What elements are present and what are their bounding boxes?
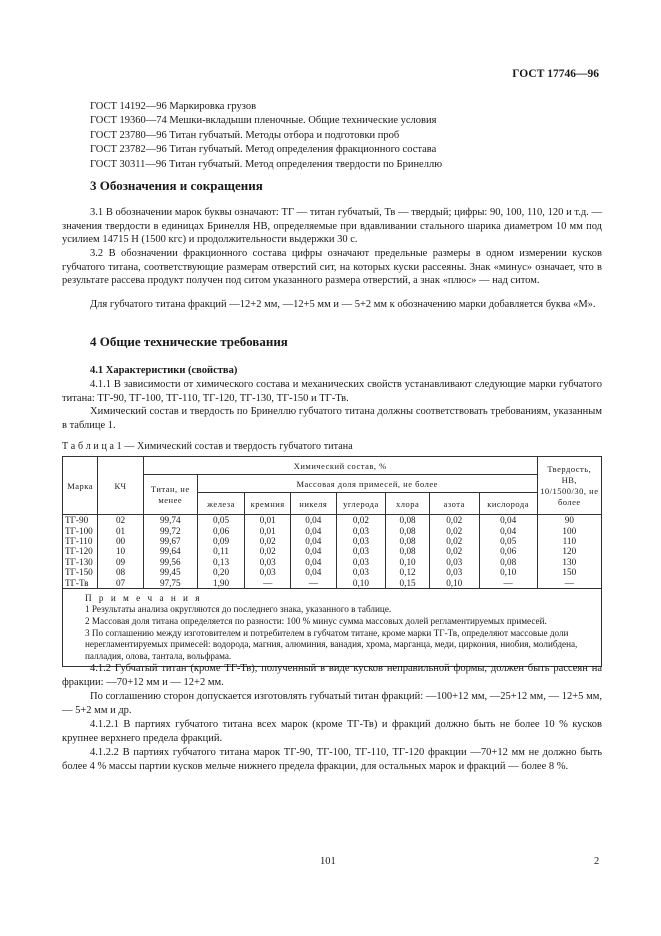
table-cell: 99,72 <box>143 525 197 535</box>
table-cell: 0,08 <box>386 515 430 526</box>
table-cell: 00 <box>98 536 144 546</box>
paragraph-4-1-1: 4.1.1 В зависимости от химического состава и механических свойств устанавливают следующие марки губчатого титана: ТГ-90, ТГ-100, ТГ-110, ТГ-120, ТГ-130, ТГ-150 и ТГ-Тв. <box>62 379 602 404</box>
table-cell: 1,90 <box>197 577 245 588</box>
table-cell: 0,04 <box>290 557 336 567</box>
table-notes <box>63 588 602 667</box>
table-row <box>63 577 602 588</box>
table-cell: 0,08 <box>386 525 430 535</box>
table-cell: 0,01 <box>245 525 291 535</box>
paragraph-4-1-1-b: Химический состав и твердость по Бринеллю губчатого титана должны соответствовать требованиям, указанным в таблице 1. <box>62 406 602 431</box>
table-cell: 99,67 <box>143 536 197 546</box>
table-cell: 0,02 <box>245 536 291 546</box>
reference-item: ГОСТ 23780—96 Титан губчатый. Методы отбора и подготовки проб <box>90 129 400 141</box>
table-cell: 0,10 <box>479 567 537 577</box>
section-4-title: 4 Общие технические требования <box>90 334 288 349</box>
table-cell: 0,04 <box>479 515 537 526</box>
paragraph-3-2: 3.2 В обозначении фракционного состава цифры означают предельные размеры в одном измерении кусков губчатого титана, соответствующие размерам отверстий сит, на которых куски рассеяны. Знак «минус» означает, что в результате рассева продукт получен под ситом указанного размера отверстий, а знак «плюс» — над ситом. <box>62 248 602 287</box>
table-cell: 0,03 <box>336 525 386 535</box>
header-kch: КЧ <box>98 457 144 515</box>
table-cell: 0,04 <box>290 515 336 526</box>
table-cell: 0,05 <box>197 515 245 526</box>
table-cell: ТГ-130 <box>63 557 98 567</box>
sheet-number: 2 <box>594 856 600 867</box>
header-carbon: углерода <box>336 493 386 515</box>
table-cell: 110 <box>537 536 601 546</box>
paragraph-4-1-2-b: По соглашению сторон допускается изготовлять губчатый титан фракций: —100+12 мм, —25+12 мм, — 12+5 мм, — 5+2 мм и др. <box>62 691 602 716</box>
table-caption-text: Химический состав и твердость губчатого титана <box>137 441 353 452</box>
table-cell: 99,45 <box>143 567 197 577</box>
table-row <box>63 536 602 546</box>
table-cell: 0,02 <box>245 546 291 556</box>
table-cell: 120 <box>537 546 601 556</box>
page-number: 101 <box>320 856 336 867</box>
table-cell: ТГ-Тв <box>63 577 98 588</box>
table-cell: 99,74 <box>143 515 197 526</box>
paragraph-4-1-2-2: 4.1.2.2 В партиях губчатого титана марок ТГ-90, ТГ-100, ТГ-110, ТГ-120 фракции —70+12 мм не должно быть более 4 % массы партии кусков мельче нижнего предела фракции, для остальных марок и фракций — более 8 %. <box>62 747 602 772</box>
note-item: 2 Массовая доля титана определяется по разности: 100 % минус сумма массовых долей регламентируемых примесей. <box>85 615 547 626</box>
table-row <box>63 546 602 556</box>
table-row <box>63 557 602 567</box>
note-item: 3 По соглашению между изготовителем и потребителем в губчатом титане, кроме марки ТГ-Тв, определяют массовые доли нерегламентируемых примесей: водорода, магния, алюминия, ванадия, хрома, марганца, меди, циркония, ниобия, молибдена, палладия, олова, тантала, вольфрама. <box>85 627 578 661</box>
table-cell: 0,04 <box>290 536 336 546</box>
header-mark: Марка <box>63 457 98 515</box>
table-cell: — <box>245 577 291 588</box>
table-row <box>63 515 602 526</box>
reference-item: ГОСТ 30311—96 Титан губчатый. Метод определения твердости по Бринеллю <box>90 158 443 170</box>
table-cell: 0,06 <box>479 546 537 556</box>
note-item: 1 Результаты анализа округляются до последнего знака, указанного в таблице. <box>85 604 392 615</box>
table-cell: 150 <box>537 567 601 577</box>
table-cell: 90 <box>537 515 601 526</box>
table-cell: 0,15 <box>386 577 430 588</box>
reference-item: ГОСТ 23782—96 Титан губчатый. Метод определения фракционного состава <box>90 144 437 156</box>
table-cell: — <box>290 577 336 588</box>
paragraph-3-3: Для губчатого титана фракций —12+2 мм, —12+5 мм и — 5+2 мм к обозначению марки добавляется буква «М». <box>90 299 596 310</box>
table-cell: 0,06 <box>197 525 245 535</box>
table-cell: 97,75 <box>143 577 197 588</box>
table-cell: 0,02 <box>429 515 479 526</box>
table-cell: 0,02 <box>336 515 386 526</box>
header-oxygen: кислорода <box>479 493 537 515</box>
table-cell: 0,04 <box>479 525 537 535</box>
table-cell: 0,02 <box>429 536 479 546</box>
header-hardness: Твердость, НВ, 10/1500/30, не более <box>537 457 601 515</box>
header-chlorine: хлора <box>386 493 430 515</box>
table-cell: 100 <box>537 525 601 535</box>
table-cell: 09 <box>98 557 144 567</box>
table-cell: 0,04 <box>290 567 336 577</box>
document-header: ГОСТ 17746—96 <box>512 68 599 80</box>
table-cell: 0,03 <box>336 546 386 556</box>
table-cell: 0,02 <box>429 525 479 535</box>
table-row <box>63 567 602 577</box>
table-caption <box>62 441 353 452</box>
chemical-composition-table <box>62 456 602 667</box>
header-chemical-composition: Химический состав, % <box>143 457 537 475</box>
header-nickel: никеля <box>290 493 336 515</box>
table-cell: 0,03 <box>429 557 479 567</box>
header-iron: железа <box>197 493 245 515</box>
table-cell: 0,03 <box>429 567 479 577</box>
table-cell: 0,08 <box>386 546 430 556</box>
table-caption-prefix: Т а б л и ц а 1 — <box>62 441 135 452</box>
paragraph-4-1-2-1: 4.1.2.1 В партиях губчатого титана всех марок (кроме ТГ-Тв) и фракций должно быть не более 10 % кусков крупнее верхнего предела фракций. <box>62 719 602 744</box>
table-cell: 0,02 <box>429 546 479 556</box>
table-cell: 08 <box>98 567 144 577</box>
table-cell: 0,13 <box>197 557 245 567</box>
table-cell: 0,01 <box>245 515 291 526</box>
header-titan: Титан, не менее <box>143 475 197 515</box>
notes-title: П р и м е ч а н и я <box>85 592 202 603</box>
table-cell: 0,09 <box>197 536 245 546</box>
table-cell: 10 <box>98 546 144 556</box>
reference-item: ГОСТ 19360—74 Мешки-вкладыши пленочные. Общие технические условия <box>90 115 437 127</box>
header-silicon: кремния <box>245 493 291 515</box>
table-cell: 0,10 <box>386 557 430 567</box>
table-cell: 0,04 <box>290 525 336 535</box>
header-nitrogen: азота <box>429 493 479 515</box>
table-cell: 0,10 <box>429 577 479 588</box>
paragraph-4-1-2: 4.1.2 Губчатый титан (кроме ТГ-Тв), полученный в виде кусков неправильной формы, должен быть рассеян на фракции: —70+12 мм и — 12+2 мм. <box>62 663 602 688</box>
table-cell: — <box>479 577 537 588</box>
table-cell: 0,20 <box>197 567 245 577</box>
reference-item: ГОСТ 14192—96 Маркировка грузов <box>90 101 257 112</box>
normative-references <box>90 100 442 172</box>
table-cell: 0,08 <box>479 557 537 567</box>
table-cell: 0,10 <box>336 577 386 588</box>
table-cell: 0,08 <box>386 536 430 546</box>
table-cell: 0,12 <box>386 567 430 577</box>
table-cell: 0,05 <box>479 536 537 546</box>
table-cell: — <box>537 577 601 588</box>
table-cell: ТГ-150 <box>63 567 98 577</box>
table-cell: ТГ-100 <box>63 525 98 535</box>
table-body <box>63 515 602 589</box>
table-cell: 0,03 <box>336 567 386 577</box>
table-cell: 01 <box>98 525 144 535</box>
header-mass-fraction: Массовая доля примесей, не более <box>197 475 537 493</box>
table-cell: 0,04 <box>290 546 336 556</box>
table-row <box>63 525 602 535</box>
table-cell: ТГ-90 <box>63 515 98 526</box>
table-cell: 99,56 <box>143 557 197 567</box>
table-cell: ТГ-110 <box>63 536 98 546</box>
section-3-title: 3 Обозначения и сокращения <box>90 178 263 193</box>
table-cell: 0,03 <box>336 536 386 546</box>
table-cell: 0,03 <box>245 557 291 567</box>
table-cell: 99,64 <box>143 546 197 556</box>
table-cell: 0,11 <box>197 546 245 556</box>
table-cell: 07 <box>98 577 144 588</box>
paragraph-3-1: 3.1 В обозначении марок буквы означают: ТГ — титан губчатый, Тв — твердый; цифры: 90, 100, 110, 120 и т.д. — значения твердости в единицах Бринелля НВ, определяемые при вдавливании стального шарика диаметром 10 мм под усилием 14715 Н (1500 кгс) и продолжительности выдержки 30 с. <box>62 207 602 246</box>
table-cell: 0,03 <box>336 557 386 567</box>
table-cell: ТГ-120 <box>63 546 98 556</box>
subsection-4-1-title: 4.1 Характеристики (свойства) <box>90 365 238 376</box>
table-cell: 130 <box>537 557 601 567</box>
table-cell: 02 <box>98 515 144 526</box>
table-cell: 0,03 <box>245 567 291 577</box>
